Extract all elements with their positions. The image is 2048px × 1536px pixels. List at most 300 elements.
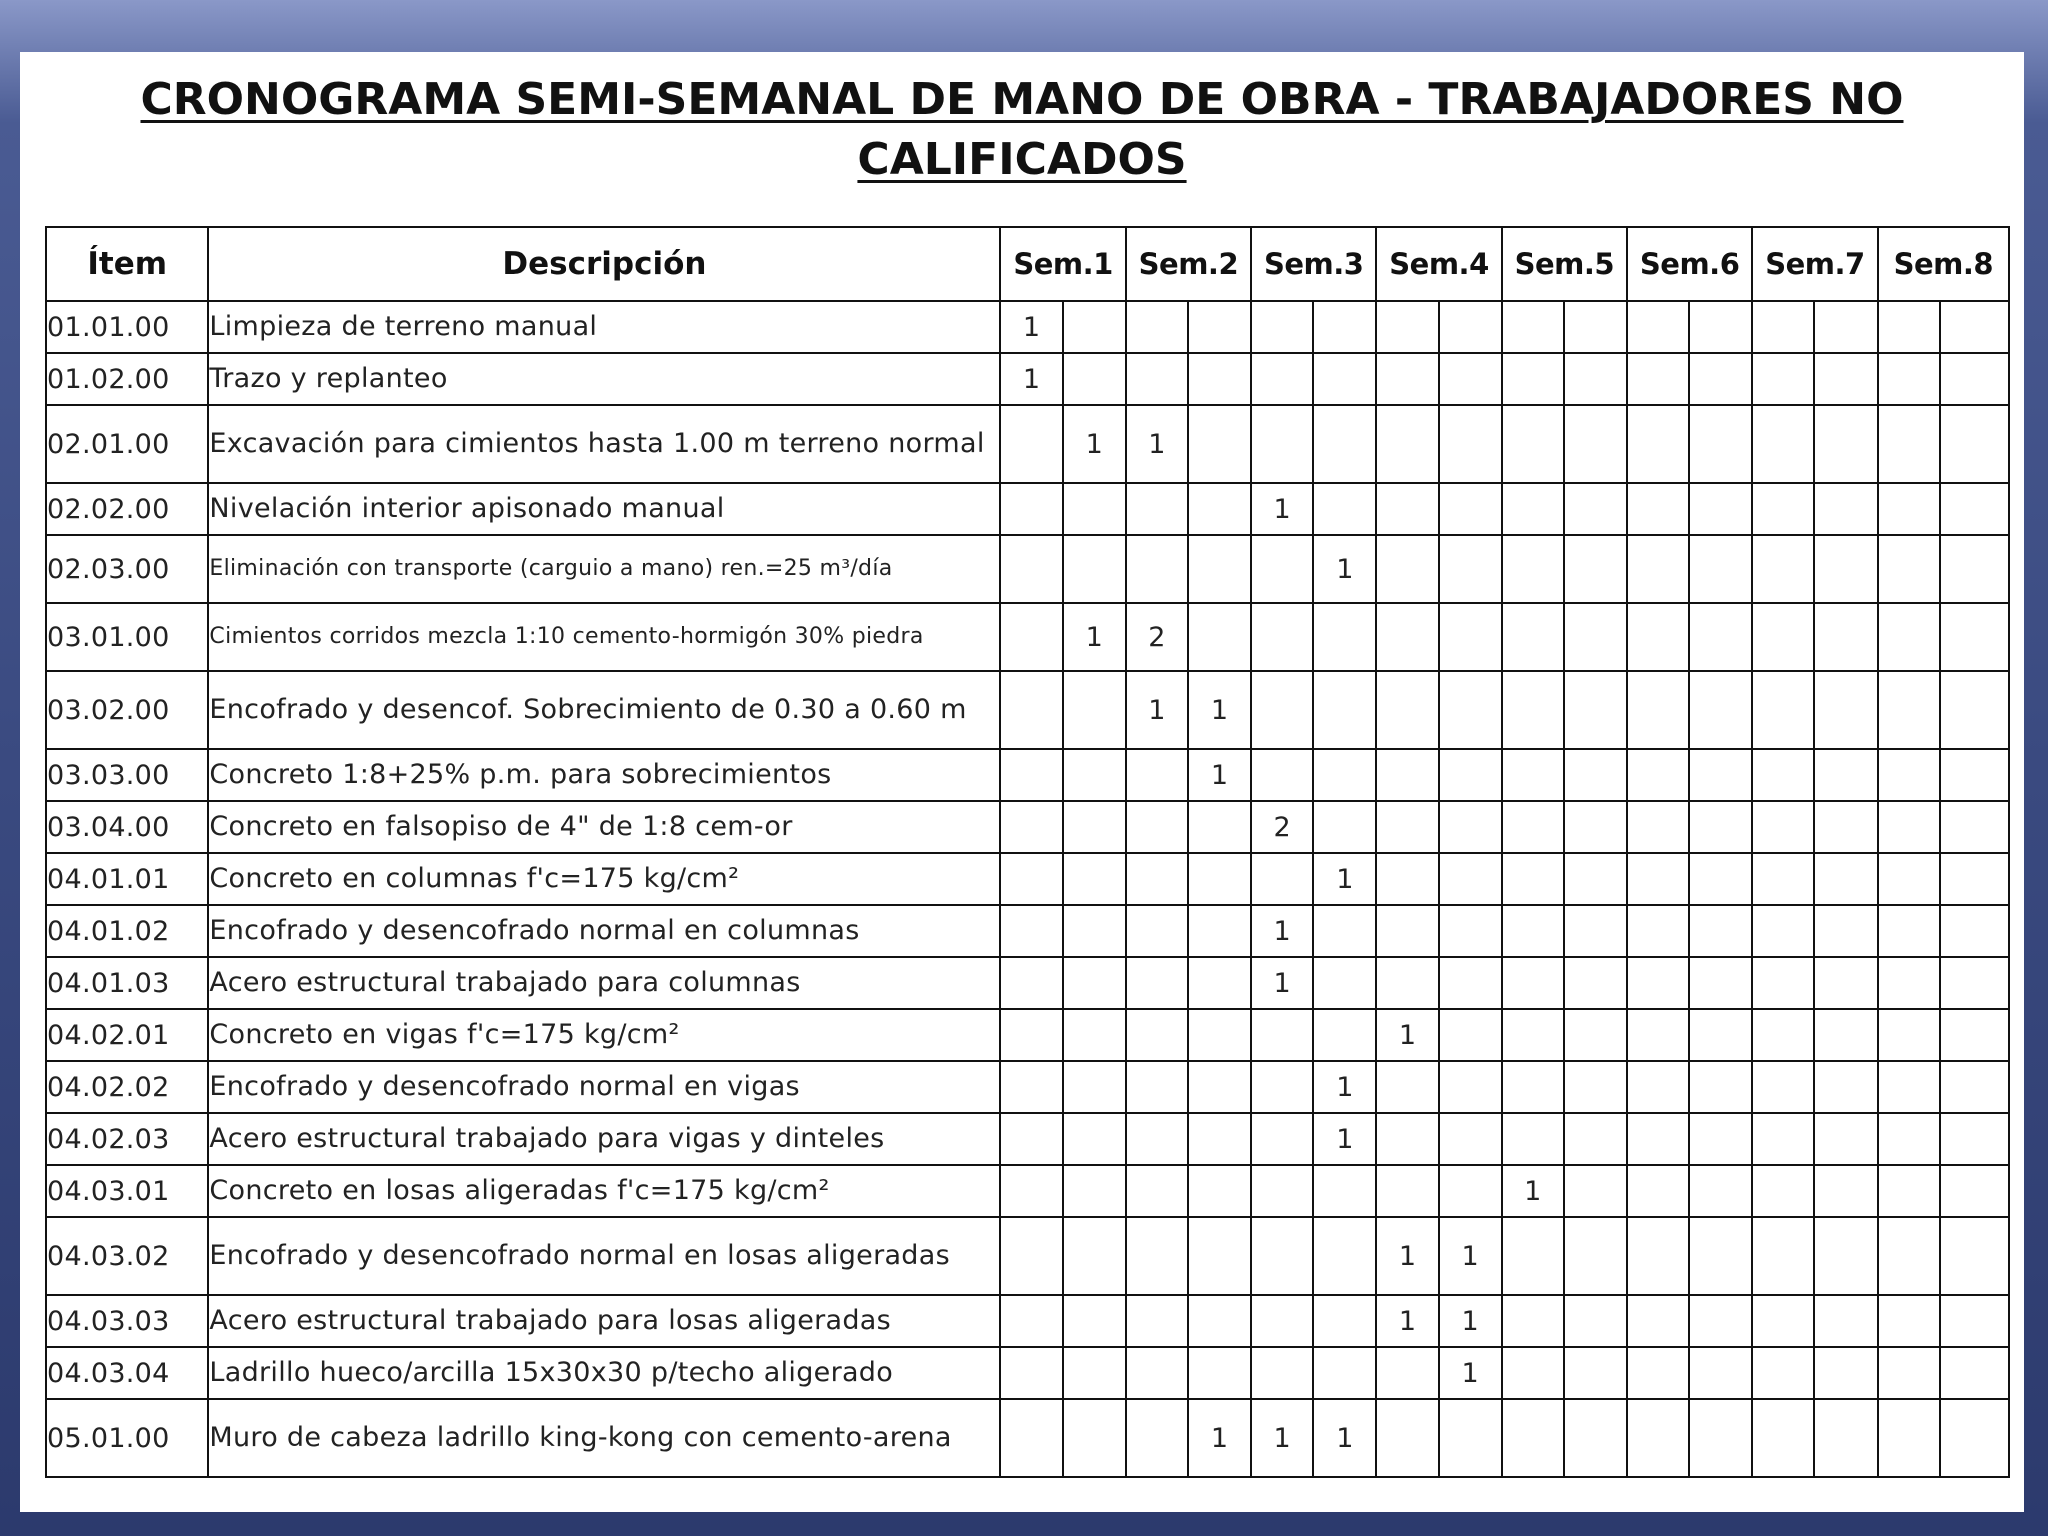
table-row xyxy=(46,1165,2009,1217)
cell-week-6-half-1 xyxy=(1627,535,1689,603)
cell-week-7-half-2 xyxy=(1814,1009,1877,1061)
cell-week-3-half-2: 1 xyxy=(1313,1113,1376,1165)
cell-week-7-half-1 xyxy=(1752,1009,1814,1061)
cell-week-6-half-2 xyxy=(1689,483,1752,535)
cell-item: 04.01.01 xyxy=(46,853,208,905)
cell-week-2-half-1 xyxy=(1126,1009,1188,1061)
cell-week-5-half-2 xyxy=(1564,483,1627,535)
cell-description: Concreto en columnas f'c=175 kg/cm² xyxy=(208,853,1000,905)
page-title xyxy=(20,70,2024,190)
cell-week-2-half-2 xyxy=(1188,1217,1251,1295)
cell-week-7-half-2 xyxy=(1814,405,1877,483)
cell-item: 02.03.00 xyxy=(46,535,208,603)
cell-item: 03.01.00 xyxy=(46,603,208,671)
cell-week-7-half-2 xyxy=(1814,1113,1877,1165)
cell-week-4-half-2 xyxy=(1439,405,1502,483)
cell-week-1-half-1 xyxy=(1000,671,1062,749)
cell-week-3-half-1 xyxy=(1251,853,1313,905)
cell-week-3-half-2 xyxy=(1313,671,1376,749)
cell-week-1-half-1 xyxy=(1000,405,1062,483)
cell-week-5-half-1 xyxy=(1502,1217,1564,1295)
cell-week-6-half-1 xyxy=(1627,957,1689,1009)
table-row xyxy=(46,1217,2009,1295)
cell-week-4-half-2 xyxy=(1439,801,1502,853)
cell-week-7-half-2 xyxy=(1814,1399,1877,1477)
cell-description: Encofrado y desencofrado normal en columnas xyxy=(208,905,1000,957)
cell-week-5-half-2 xyxy=(1564,905,1627,957)
cell-week-3-half-2: 1 xyxy=(1313,1399,1376,1477)
cell-week-7-half-2 xyxy=(1814,905,1877,957)
header-week-2: Sem.2 xyxy=(1126,227,1251,301)
cell-week-4-half-1 xyxy=(1376,405,1438,483)
cell-week-4-half-1 xyxy=(1376,1399,1438,1477)
cell-week-4-half-1 xyxy=(1376,801,1438,853)
cell-item: 04.03.02 xyxy=(46,1217,208,1295)
cell-week-1-half-2 xyxy=(1063,1399,1126,1477)
table-row xyxy=(46,353,2009,405)
cell-week-7-half-1 xyxy=(1752,1295,1814,1347)
cell-week-7-half-2 xyxy=(1814,301,1877,353)
cell-week-3-half-1 xyxy=(1251,353,1313,405)
cell-week-8-half-1 xyxy=(1878,603,1940,671)
cell-week-2-half-2: 1 xyxy=(1188,1399,1251,1477)
cell-week-4-half-1 xyxy=(1376,905,1438,957)
cell-week-2-half-1 xyxy=(1126,1295,1188,1347)
cell-week-2-half-1 xyxy=(1126,801,1188,853)
table-row xyxy=(46,535,2009,603)
cell-week-1-half-2: 1 xyxy=(1063,603,1126,671)
cell-week-6-half-1 xyxy=(1627,483,1689,535)
cell-item: 03.03.00 xyxy=(46,749,208,801)
cell-description: Trazo y replanteo xyxy=(208,353,1000,405)
cell-week-4-half-2: 1 xyxy=(1439,1295,1502,1347)
cell-week-7-half-2 xyxy=(1814,1061,1877,1113)
cell-week-1-half-2 xyxy=(1063,1295,1126,1347)
cell-week-3-half-2 xyxy=(1313,1165,1376,1217)
cell-week-6-half-1 xyxy=(1627,1347,1689,1399)
cell-description: Acero estructural trabajado para vigas y dinteles xyxy=(208,1113,1000,1165)
cell-item: 03.02.00 xyxy=(46,671,208,749)
cell-week-5-half-2 xyxy=(1564,1009,1627,1061)
cell-week-7-half-2 xyxy=(1814,603,1877,671)
cell-week-3-half-1 xyxy=(1251,1347,1313,1399)
cell-week-4-half-1 xyxy=(1376,603,1438,671)
cell-week-8-half-2 xyxy=(1940,353,2009,405)
cell-week-8-half-2 xyxy=(1940,957,2009,1009)
header-week-1: Sem.1 xyxy=(1000,227,1125,301)
cell-week-3-half-1 xyxy=(1251,1217,1313,1295)
cell-description: Limpieza de terreno manual xyxy=(208,301,1000,353)
cell-description: Encofrado y desencof. Sobrecimiento de 0.30 a 0.60 m xyxy=(208,671,1000,749)
cell-week-4-half-1: 1 xyxy=(1376,1217,1438,1295)
cell-week-1-half-2 xyxy=(1063,353,1126,405)
cell-week-6-half-2 xyxy=(1689,353,1752,405)
cell-week-6-half-2 xyxy=(1689,1061,1752,1113)
cell-week-1-half-1 xyxy=(1000,1347,1062,1399)
cell-item: 02.01.00 xyxy=(46,405,208,483)
cell-week-7-half-1 xyxy=(1752,1399,1814,1477)
cell-week-4-half-2 xyxy=(1439,1113,1502,1165)
table-row xyxy=(46,1347,2009,1399)
cell-week-6-half-1 xyxy=(1627,1061,1689,1113)
cell-week-8-half-1 xyxy=(1878,405,1940,483)
cell-week-4-half-1 xyxy=(1376,301,1438,353)
cell-week-5-half-2 xyxy=(1564,1061,1627,1113)
cell-week-7-half-1 xyxy=(1752,1347,1814,1399)
cell-week-2-half-1: 1 xyxy=(1126,405,1188,483)
cell-week-7-half-2 xyxy=(1814,1347,1877,1399)
cell-week-5-half-2 xyxy=(1564,957,1627,1009)
cell-week-2-half-1 xyxy=(1126,905,1188,957)
cell-week-8-half-2 xyxy=(1940,301,2009,353)
cell-week-5-half-2 xyxy=(1564,671,1627,749)
schedule-table xyxy=(45,226,2010,1478)
cell-week-3-half-2 xyxy=(1313,1009,1376,1061)
cell-week-6-half-1 xyxy=(1627,1217,1689,1295)
cell-description: Cimientos corridos mezcla 1:10 cemento-hormigón 30% piedra xyxy=(208,603,1000,671)
cell-week-6-half-2 xyxy=(1689,957,1752,1009)
header-item: Ítem xyxy=(46,227,208,301)
cell-week-5-half-1 xyxy=(1502,1009,1564,1061)
cell-week-5-half-1 xyxy=(1502,535,1564,603)
cell-week-1-half-1 xyxy=(1000,1295,1062,1347)
cell-week-6-half-1 xyxy=(1627,353,1689,405)
cell-item: 02.02.00 xyxy=(46,483,208,535)
cell-week-2-half-1 xyxy=(1126,1061,1188,1113)
cell-week-6-half-1 xyxy=(1627,603,1689,671)
cell-week-4-half-1 xyxy=(1376,853,1438,905)
cell-week-8-half-2 xyxy=(1940,671,2009,749)
cell-week-7-half-1 xyxy=(1752,405,1814,483)
cell-week-7-half-2 xyxy=(1814,671,1877,749)
cell-week-8-half-1 xyxy=(1878,1347,1940,1399)
cell-description: Concreto en losas aligeradas f'c=175 kg/cm² xyxy=(208,1165,1000,1217)
cell-week-5-half-2 xyxy=(1564,301,1627,353)
cell-week-6-half-1 xyxy=(1627,1009,1689,1061)
cell-week-3-half-2 xyxy=(1313,1295,1376,1347)
cell-week-5-half-1 xyxy=(1502,1399,1564,1477)
cell-week-4-half-2 xyxy=(1439,1009,1502,1061)
cell-week-6-half-2 xyxy=(1689,1347,1752,1399)
cell-week-1-half-2 xyxy=(1063,801,1126,853)
cell-week-5-half-2 xyxy=(1564,1113,1627,1165)
cell-week-5-half-1 xyxy=(1502,905,1564,957)
title-line-1: CRONOGRAMA SEMI-SEMANAL DE MANO DE OBRA - TRABAJADORES NO xyxy=(140,74,1904,125)
cell-week-6-half-2 xyxy=(1689,1295,1752,1347)
cell-week-6-half-2 xyxy=(1689,749,1752,801)
cell-week-3-half-1 xyxy=(1251,603,1313,671)
cell-week-7-half-1 xyxy=(1752,301,1814,353)
cell-week-6-half-1 xyxy=(1627,801,1689,853)
cell-week-8-half-2 xyxy=(1940,749,2009,801)
cell-week-4-half-2 xyxy=(1439,671,1502,749)
cell-week-7-half-2 xyxy=(1814,853,1877,905)
cell-week-4-half-2 xyxy=(1439,603,1502,671)
cell-week-5-half-2 xyxy=(1564,603,1627,671)
cell-description: Acero estructural trabajado para losas aligeradas xyxy=(208,1295,1000,1347)
cell-week-2-half-2 xyxy=(1188,801,1251,853)
cell-week-8-half-1 xyxy=(1878,801,1940,853)
cell-week-5-half-2 xyxy=(1564,353,1627,405)
table-row xyxy=(46,1113,2009,1165)
cell-week-5-half-1 xyxy=(1502,671,1564,749)
cell-description: Encofrado y desencofrado normal en losas aligeradas xyxy=(208,1217,1000,1295)
table-row xyxy=(46,853,2009,905)
cell-description: Eliminación con transporte (carguio a mano) ren.=25 m³/día xyxy=(208,535,1000,603)
cell-week-2-half-1 xyxy=(1126,353,1188,405)
cell-item: 04.01.03 xyxy=(46,957,208,1009)
cell-week-4-half-2 xyxy=(1439,535,1502,603)
cell-description: Concreto en vigas f'c=175 kg/cm² xyxy=(208,1009,1000,1061)
cell-week-2-half-1 xyxy=(1126,535,1188,603)
cell-week-6-half-2 xyxy=(1689,1113,1752,1165)
cell-week-4-half-2 xyxy=(1439,957,1502,1009)
table-row xyxy=(46,405,2009,483)
cell-week-5-half-2 xyxy=(1564,405,1627,483)
cell-week-3-half-1 xyxy=(1251,1009,1313,1061)
cell-week-8-half-2 xyxy=(1940,1399,2009,1477)
table-row xyxy=(46,801,2009,853)
cell-week-3-half-2: 1 xyxy=(1313,1061,1376,1113)
cell-week-4-half-2 xyxy=(1439,905,1502,957)
cell-week-5-half-2 xyxy=(1564,1295,1627,1347)
cell-week-1-half-1 xyxy=(1000,483,1062,535)
cell-week-3-half-2 xyxy=(1313,801,1376,853)
cell-week-8-half-2 xyxy=(1940,1113,2009,1165)
cell-week-7-half-1 xyxy=(1752,1113,1814,1165)
cell-week-3-half-2 xyxy=(1313,1217,1376,1295)
cell-week-2-half-1 xyxy=(1126,1399,1188,1477)
header-row xyxy=(46,227,2009,301)
cell-week-3-half-2: 1 xyxy=(1313,853,1376,905)
cell-week-2-half-1 xyxy=(1126,1347,1188,1399)
cell-week-1-half-1 xyxy=(1000,1009,1062,1061)
table-row xyxy=(46,749,2009,801)
cell-week-7-half-1 xyxy=(1752,957,1814,1009)
cell-week-1-half-1 xyxy=(1000,1399,1062,1477)
cell-week-3-half-1: 1 xyxy=(1251,905,1313,957)
cell-description: Encofrado y desencofrado normal en vigas xyxy=(208,1061,1000,1113)
cell-week-7-half-1 xyxy=(1752,1061,1814,1113)
cell-week-1-half-2 xyxy=(1063,853,1126,905)
title-line-2: CALIFICADOS xyxy=(857,134,1187,185)
cell-week-4-half-1 xyxy=(1376,1165,1438,1217)
cell-week-6-half-1 xyxy=(1627,405,1689,483)
cell-week-1-half-1 xyxy=(1000,535,1062,603)
cell-week-7-half-1 xyxy=(1752,801,1814,853)
cell-week-7-half-1 xyxy=(1752,749,1814,801)
cell-week-2-half-2 xyxy=(1188,1009,1251,1061)
cell-week-2-half-1 xyxy=(1126,1217,1188,1295)
cell-week-2-half-2 xyxy=(1188,905,1251,957)
cell-week-6-half-2 xyxy=(1689,801,1752,853)
cell-week-7-half-2 xyxy=(1814,801,1877,853)
cell-week-2-half-2: 1 xyxy=(1188,749,1251,801)
cell-week-1-half-2 xyxy=(1063,671,1126,749)
cell-week-1-half-1 xyxy=(1000,1113,1062,1165)
cell-week-8-half-1 xyxy=(1878,1399,1940,1477)
cell-week-5-half-1: 1 xyxy=(1502,1165,1564,1217)
cell-week-5-half-2 xyxy=(1564,853,1627,905)
cell-week-5-half-2 xyxy=(1564,1399,1627,1477)
cell-item: 01.01.00 xyxy=(46,301,208,353)
cell-week-1-half-2 xyxy=(1063,749,1126,801)
cell-week-6-half-1 xyxy=(1627,905,1689,957)
cell-week-6-half-2 xyxy=(1689,1399,1752,1477)
cell-item: 04.02.01 xyxy=(46,1009,208,1061)
cell-week-2-half-2 xyxy=(1188,603,1251,671)
cell-week-3-half-1 xyxy=(1251,1061,1313,1113)
cell-week-7-half-2 xyxy=(1814,749,1877,801)
cell-week-2-half-2 xyxy=(1188,1113,1251,1165)
cell-week-3-half-1 xyxy=(1251,535,1313,603)
cell-week-7-half-1 xyxy=(1752,603,1814,671)
cell-week-4-half-1: 1 xyxy=(1376,1009,1438,1061)
table-row xyxy=(46,671,2009,749)
cell-week-3-half-1: 1 xyxy=(1251,483,1313,535)
cell-week-8-half-1 xyxy=(1878,905,1940,957)
cell-week-3-half-1 xyxy=(1251,1295,1313,1347)
cell-week-4-half-1 xyxy=(1376,1061,1438,1113)
cell-week-3-half-2 xyxy=(1313,749,1376,801)
cell-week-1-half-1: 1 xyxy=(1000,353,1062,405)
cell-week-1-half-1 xyxy=(1000,957,1062,1009)
cell-week-1-half-1 xyxy=(1000,1217,1062,1295)
cell-week-8-half-1 xyxy=(1878,1295,1940,1347)
cell-week-5-half-2 xyxy=(1564,1347,1627,1399)
cell-week-8-half-2 xyxy=(1940,483,2009,535)
cell-description: Acero estructural trabajado para columnas xyxy=(208,957,1000,1009)
header-week-3: Sem.3 xyxy=(1251,227,1376,301)
cell-week-6-half-1 xyxy=(1627,1295,1689,1347)
cell-week-8-half-2 xyxy=(1940,1165,2009,1217)
header-week-7: Sem.7 xyxy=(1752,227,1877,301)
cell-week-4-half-1 xyxy=(1376,1347,1438,1399)
cell-week-2-half-2 xyxy=(1188,1165,1251,1217)
cell-week-7-half-2 xyxy=(1814,1295,1877,1347)
cell-week-7-half-1 xyxy=(1752,1165,1814,1217)
cell-week-8-half-1 xyxy=(1878,1061,1940,1113)
schedule-body xyxy=(46,301,2009,1477)
cell-item: 04.02.03 xyxy=(46,1113,208,1165)
cell-week-1-half-2 xyxy=(1063,1165,1126,1217)
cell-description: Ladrillo hueco/arcilla 15x30x30 p/techo aligerado xyxy=(208,1347,1000,1399)
cell-week-5-half-1 xyxy=(1502,957,1564,1009)
cell-week-2-half-2 xyxy=(1188,301,1251,353)
cell-week-4-half-2 xyxy=(1439,1061,1502,1113)
cell-week-6-half-1 xyxy=(1627,1165,1689,1217)
cell-week-8-half-2 xyxy=(1940,535,2009,603)
cell-week-5-half-2 xyxy=(1564,801,1627,853)
cell-week-3-half-1: 2 xyxy=(1251,801,1313,853)
cell-week-7-half-1 xyxy=(1752,353,1814,405)
cell-week-8-half-1 xyxy=(1878,353,1940,405)
table-row xyxy=(46,957,2009,1009)
table-row xyxy=(46,483,2009,535)
cell-description: Nivelación interior apisonado manual xyxy=(208,483,1000,535)
cell-week-6-half-2 xyxy=(1689,671,1752,749)
table-row xyxy=(46,1009,2009,1061)
cell-week-2-half-1 xyxy=(1126,853,1188,905)
table-row xyxy=(46,905,2009,957)
table-row xyxy=(46,1295,2009,1347)
cell-week-2-half-2 xyxy=(1188,1061,1251,1113)
cell-week-2-half-1: 2 xyxy=(1126,603,1188,671)
cell-week-6-half-2 xyxy=(1689,603,1752,671)
cell-week-7-half-2 xyxy=(1814,957,1877,1009)
cell-week-1-half-2 xyxy=(1063,483,1126,535)
cell-week-1-half-2 xyxy=(1063,1009,1126,1061)
cell-week-5-half-2 xyxy=(1564,1165,1627,1217)
table-row xyxy=(46,1399,2009,1477)
cell-description: Concreto 1:8+25% p.m. para sobrecimientos xyxy=(208,749,1000,801)
cell-week-2-half-2 xyxy=(1188,483,1251,535)
cell-week-1-half-1 xyxy=(1000,1061,1062,1113)
table-row xyxy=(46,603,2009,671)
cell-week-8-half-2 xyxy=(1940,1009,2009,1061)
cell-week-2-half-2 xyxy=(1188,405,1251,483)
cell-week-6-half-1 xyxy=(1627,301,1689,353)
table-row xyxy=(46,1061,2009,1113)
cell-week-5-half-1 xyxy=(1502,353,1564,405)
cell-week-4-half-2 xyxy=(1439,483,1502,535)
cell-week-6-half-2 xyxy=(1689,405,1752,483)
cell-item: 04.03.03 xyxy=(46,1295,208,1347)
cell-description: Excavación para cimientos hasta 1.00 m terreno normal xyxy=(208,405,1000,483)
cell-week-8-half-2 xyxy=(1940,801,2009,853)
cell-week-4-half-2 xyxy=(1439,853,1502,905)
cell-week-6-half-1 xyxy=(1627,1399,1689,1477)
cell-week-1-half-2 xyxy=(1063,1113,1126,1165)
cell-week-5-half-1 xyxy=(1502,801,1564,853)
cell-week-6-half-2 xyxy=(1689,853,1752,905)
cell-week-3-half-1: 1 xyxy=(1251,1399,1313,1477)
cell-week-5-half-1 xyxy=(1502,301,1564,353)
cell-week-2-half-2 xyxy=(1188,353,1251,405)
header-week-5: Sem.5 xyxy=(1502,227,1627,301)
cell-week-4-half-1 xyxy=(1376,1113,1438,1165)
cell-week-8-half-1 xyxy=(1878,853,1940,905)
cell-week-6-half-1 xyxy=(1627,749,1689,801)
cell-week-7-half-1 xyxy=(1752,671,1814,749)
cell-week-5-half-2 xyxy=(1564,749,1627,801)
cell-week-8-half-2 xyxy=(1940,405,2009,483)
cell-week-8-half-2 xyxy=(1940,603,2009,671)
cell-week-3-half-2 xyxy=(1313,483,1376,535)
cell-week-3-half-1 xyxy=(1251,1165,1313,1217)
cell-week-5-half-1 xyxy=(1502,603,1564,671)
cell-week-8-half-2 xyxy=(1940,1217,2009,1295)
cell-week-1-half-1 xyxy=(1000,1165,1062,1217)
cell-week-3-half-2 xyxy=(1313,353,1376,405)
header-descripcion: Descripción xyxy=(208,227,1000,301)
cell-week-8-half-1 xyxy=(1878,483,1940,535)
cell-week-5-half-1 xyxy=(1502,1113,1564,1165)
cell-week-2-half-2 xyxy=(1188,853,1251,905)
cell-week-4-half-2 xyxy=(1439,749,1502,801)
cell-week-7-half-1 xyxy=(1752,905,1814,957)
cell-week-8-half-2 xyxy=(1940,1347,2009,1399)
cell-item: 04.02.02 xyxy=(46,1061,208,1113)
cell-item: 04.03.01 xyxy=(46,1165,208,1217)
cell-week-4-half-2 xyxy=(1439,1399,1502,1477)
cell-week-7-half-2 xyxy=(1814,353,1877,405)
cell-week-4-half-2: 1 xyxy=(1439,1217,1502,1295)
cell-description: Concreto en falsopiso de 4" de 1:8 cem-or xyxy=(208,801,1000,853)
cell-item: 01.02.00 xyxy=(46,353,208,405)
cell-week-1-half-1 xyxy=(1000,749,1062,801)
cell-description: Muro de cabeza ladrillo king-kong con cemento-arena xyxy=(208,1399,1000,1477)
